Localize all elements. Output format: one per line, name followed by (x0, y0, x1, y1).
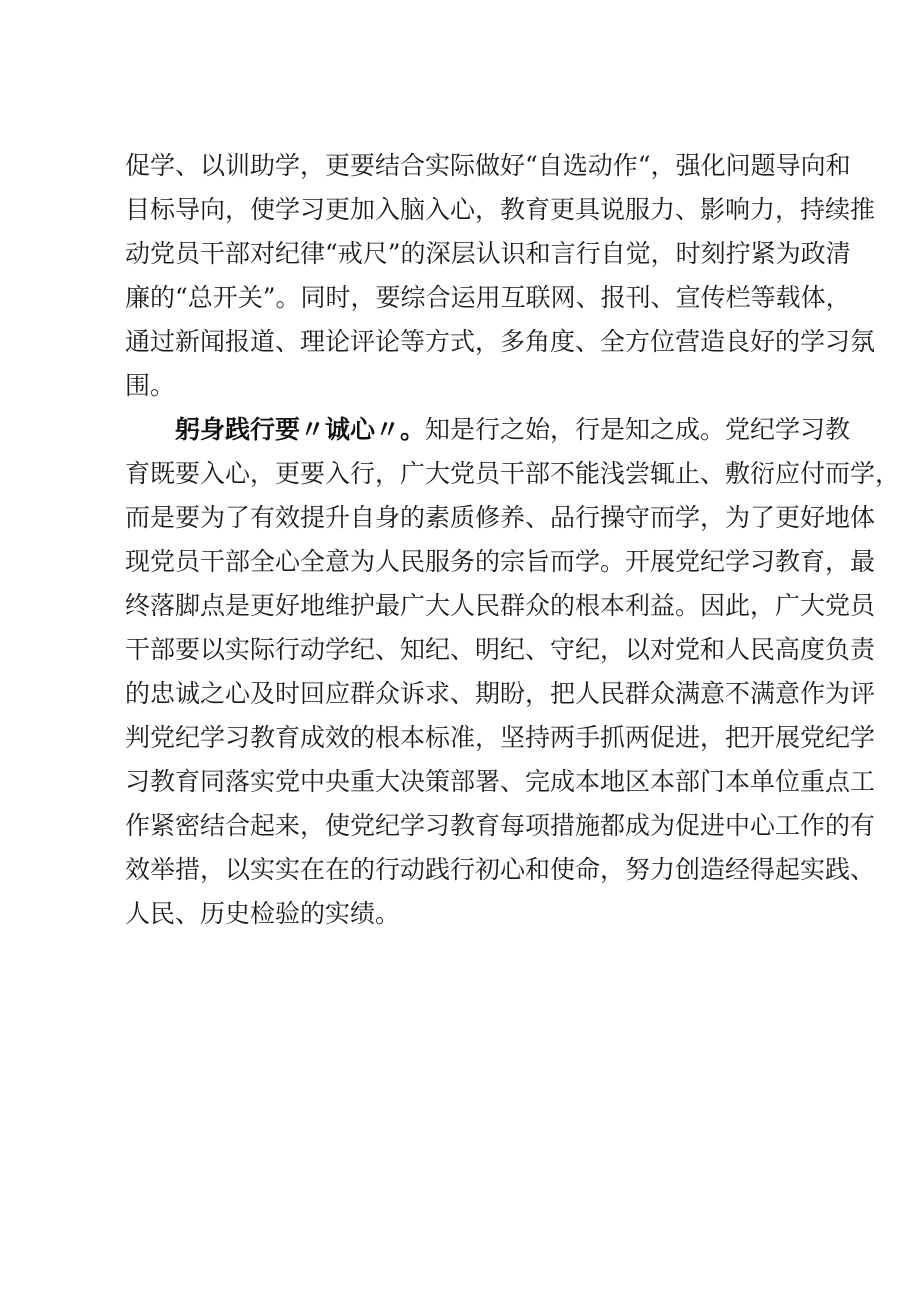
text-line: 终落脚点是更好地维护最广大人民群众的根本利益。因此，广大党员 (125, 591, 876, 620)
body-text (125, 144, 901, 936)
text-line: 围。 (125, 371, 176, 400)
text-line: 判党纪学习教育成效的根本标准，坚持两手抓两促进，把开展党纪学 (125, 723, 876, 752)
text-line: 现党员干部全心全意为人民服务的宗旨而学。开展党纪学习教育，最 (125, 547, 876, 576)
text-run: 知是行之始，行是知之成。党纪学习教 (425, 415, 851, 444)
paragraph-first-line (125, 408, 851, 452)
text-line: 目标导向，使学习更加入脑入心，教育更具说服力、影响力，持续推 (125, 195, 876, 224)
text-line: 的忠诚之心及时回应群众诉求、期盼，把人民群众满意不满意作为评 (125, 679, 876, 708)
text-line: 动党员干部对纪律“戒尺”的深层认识和言行自觉，时刻拧紧为政清 (125, 239, 851, 268)
paragraph-heading: 躬身践行要〃诚心〃。 (175, 415, 426, 444)
text-line: 人民、历史检验的实绩。 (125, 899, 401, 928)
paragraph-sincerity (125, 408, 901, 936)
text-line: 促学、以训助学，更要结合实际做好“自选动作“，强化问题导向和 (125, 151, 851, 180)
text-line: 育既要入心，更要入行，广大党员干部不能浅尝辄止、敷衍应付而学， (125, 459, 901, 488)
text-line: 作紧密结合起来，使党纪学习教育每项措施都成为促进中心工作的有 (125, 811, 876, 840)
text-line: 习教育同落实党中央重大决策部署、完成本地区本部门本单位重点工 (125, 767, 876, 796)
text-line: 廉的“总开关”。同时，要综合运用互联网、报刊、宣传栏等载体， (125, 283, 851, 312)
text-line: 效举措，以实实在在的行动践行初心和使命，努力创造经得起实践、 (125, 855, 876, 884)
text-line: 干部要以实际行动学纪、知纪、明纪、守纪，以对党和人民高度负责 (125, 635, 876, 664)
paragraph-continuation (125, 144, 876, 408)
text-line: 而是要为了有效提升自身的素质修养、品行操守而学，为了更好地体 (125, 503, 876, 532)
text-line: 通过新闻报道、理论评论等方式，多角度、全方位营造良好的学习氛 (125, 327, 876, 356)
